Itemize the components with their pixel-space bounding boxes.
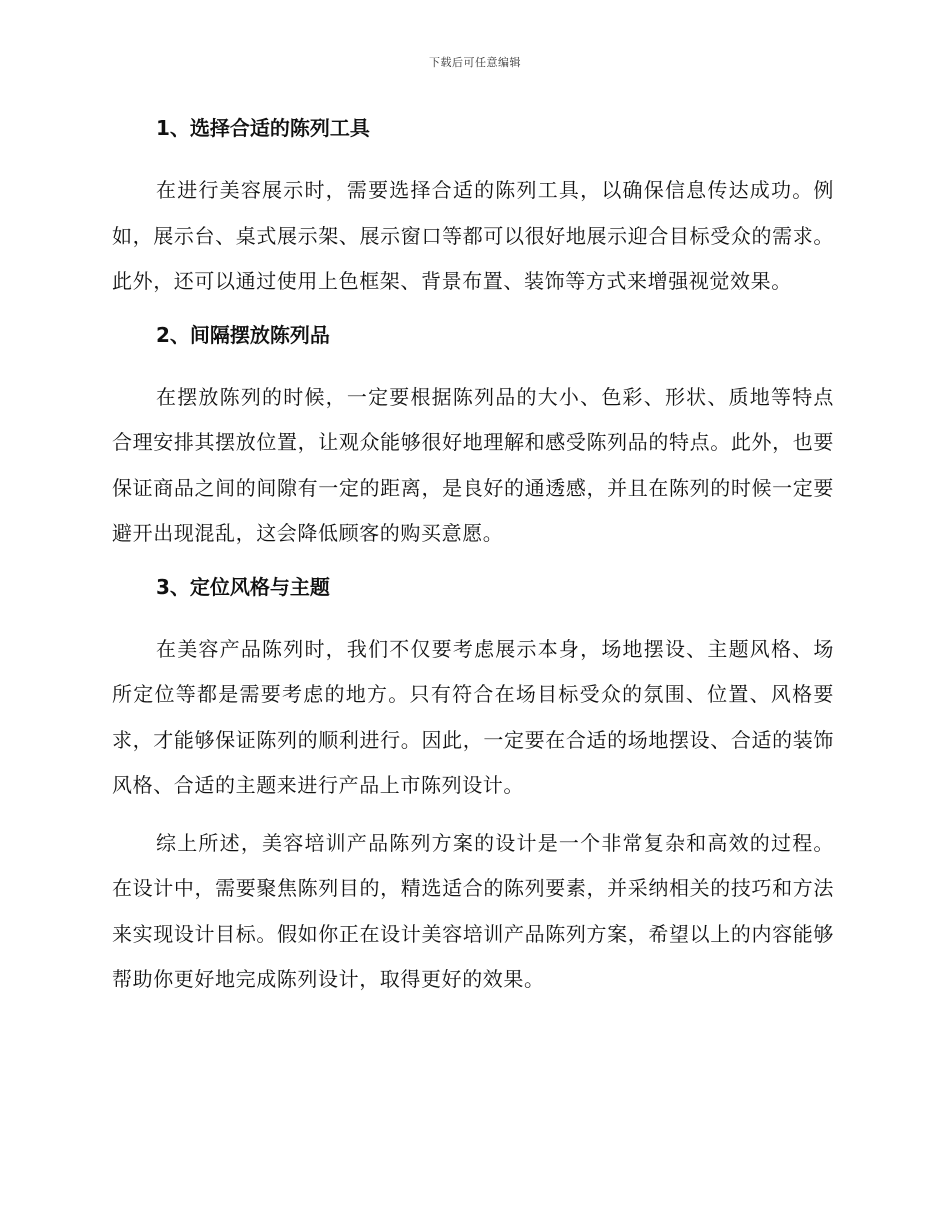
section-heading-3: 3、定位风格与主题 — [156, 574, 330, 599]
section-paragraph-2: 在摆放陈列的时候，一定要根据陈列品的大小、色彩、形状、质地等特点合理安排其摆放位置，让观众能够很好地理解和感受陈列品的特点。此外，也要保证商品之间的间隙有一定的距离，是良好的通透感，并且在陈列的时候一定要避开出现混乱，这会降低顾客的购买意愿。 — [112, 384, 834, 545]
conclusion-paragraph: 综上所述，美容培训产品陈列方案的设计是一个非常复杂和高效的过程。在设计中，需要聚焦陈列目的，精选适合的陈列要素，并采纳相关的技巧和方法来实现设计目标。假如你正在设计美容培训产品陈列方案，希望以上的内容能够帮助你更好地完成陈列设计，取得更好的效果。 — [112, 830, 834, 991]
section-paragraph-3: 在美容产品陈列时，我们不仅要考虑展示本身，场地摆设、主题风格、场所定位等都是需要考虑的地方。只有符合在场目标受众的氛围、位置、风格要求，才能够保证陈列的顺利进行。因此，一定要在合适的场地摆设、合适的装饰风格、合适的主题来进行产品上市陈列设计。 — [112, 636, 834, 797]
document-body — [112, 110, 834, 1003]
section-heading-2: 2、间隔摆放陈列品 — [156, 322, 330, 347]
section-heading-1: 1、选择合适的陈列工具 — [156, 116, 370, 140]
header-note: 下载后可任意编辑 — [429, 56, 521, 69]
section-paragraph-1: 在进行美容展示时，需要选择合适的陈列工具，以确保信息传达成功。例如，展示台、桌式展示架、展示窗口等都可以很好地展示迎合目标受众的需求。此外，还可以通过使用上色框架、背景布置、装饰等方式来增强视觉效果。 — [112, 178, 834, 293]
